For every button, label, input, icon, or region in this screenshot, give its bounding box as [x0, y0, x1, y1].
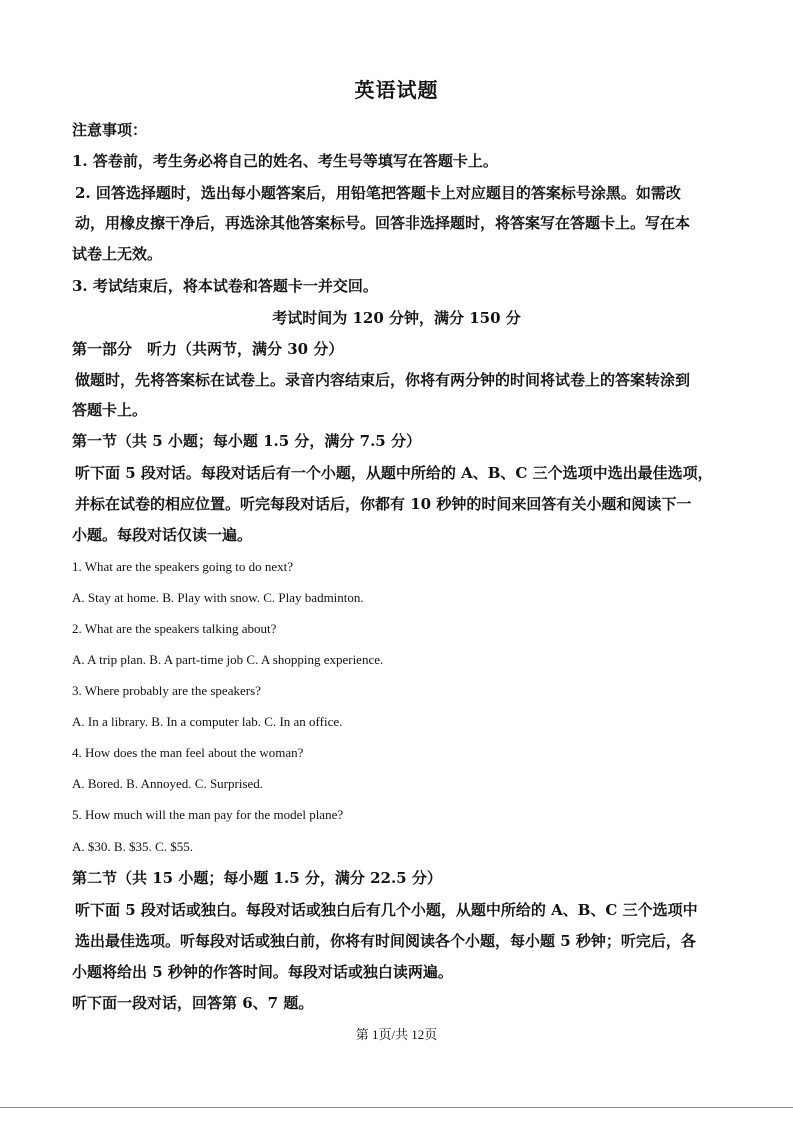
page-number: 第 1页/共 12页: [355, 1027, 438, 1042]
part1-heading: 第一部分 听力（共两节，满分 30 分）: [72, 340, 344, 358]
section2-listen-prompt: 听下面一段对话，回答第 6、7 题。: [72, 994, 314, 1012]
notes-item-3: 3. 考试结束后，将本试卷和答题卡一并交回。: [72, 277, 378, 295]
question-2: 2. What are the speakers talking about?: [72, 621, 277, 636]
question-4-options: A. Bored. B. Annoyed. C. Surprised.: [72, 776, 264, 791]
exam-time: 考试时间为 120 分钟，满分 150 分: [272, 309, 521, 327]
question-2-options: A. A trip plan. B. A part-time job C. A shopping experience.: [72, 652, 384, 667]
section1-intro-line-3: 小题。每段对话仅读一遍。: [72, 526, 253, 544]
notes-item-2-line-1: 2. 回答选择题时，选出每小题答案后，用铅笔把答题卡上对应题目的答案标号涂黑。如需改: [75, 184, 681, 202]
question-3-options: A. In a library. B. In a computer lab. C. In an office.: [72, 714, 343, 729]
question-3: 3. Where probably are the speakers?: [72, 683, 261, 698]
bottom-divider: [0, 1107, 793, 1108]
question-5-options: A. $30. B. $35. C. $55.: [72, 839, 193, 854]
section2-intro-line-2: 选出最佳选项。听每段对话或独白前，你将有时间阅读各个小题，每小题 5 秒钟；听完后，各: [75, 932, 696, 950]
section2-intro-line-3: 小题将给出 5 秒钟的作答时间。每段对话或独白读两遍。: [72, 963, 453, 981]
question-4: 4. How does the man feel about the woman?: [72, 745, 304, 760]
question-1-options: A. Stay at home. B. Play with snow. C. Play badminton.: [72, 590, 364, 605]
page-title: 英语试题: [354, 78, 439, 102]
section2-intro-line-1: 听下面 5 段对话或独白。每段对话或独白后有几个小题，从题中所给的 A、B、C 三个选项中: [75, 901, 698, 919]
notes-item-2-line-2: 动，用橡皮擦干净后，再选涂其他答案标号。回答非选择题时，将答案写在答题卡上。写在本: [75, 214, 691, 232]
part1-intro-line-1: 做题时，先将答案标在试卷上。录音内容结束后，你将有两分钟的时间将试卷上的答案转涂到: [75, 371, 691, 389]
section2-heading: 第二节（共 15 小题；每小题 1.5 分，满分 22.5 分）: [72, 869, 442, 887]
part1-intro-line-2: 答题卡上。: [72, 401, 148, 419]
notes-item-2-line-3: 试卷上无效。: [72, 245, 163, 263]
notes-heading: 注意事项：: [72, 121, 148, 139]
section1-intro-line-2: 并标在试卷的相应位置。听完每段对话后，你都有 10 秒钟的时间来回答有关小题和阅读下一: [75, 495, 692, 513]
section1-heading: 第一节（共 5 小题；每小题 1.5 分，满分 7.5 分）: [72, 432, 421, 450]
section1-intro-line-1: 听下面 5 段对话。每段对话后有一个小题，从题中所给的 A、B、C 三个选项中选出最佳选项，: [75, 464, 713, 482]
question-5: 5. How much will the man pay for the model plane?: [72, 807, 344, 822]
question-1: 1. What are the speakers going to do next?: [72, 559, 294, 574]
notes-item-1: 1. 答卷前，考生务必将自己的姓名、考生号等填写在答题卡上。: [72, 152, 498, 170]
